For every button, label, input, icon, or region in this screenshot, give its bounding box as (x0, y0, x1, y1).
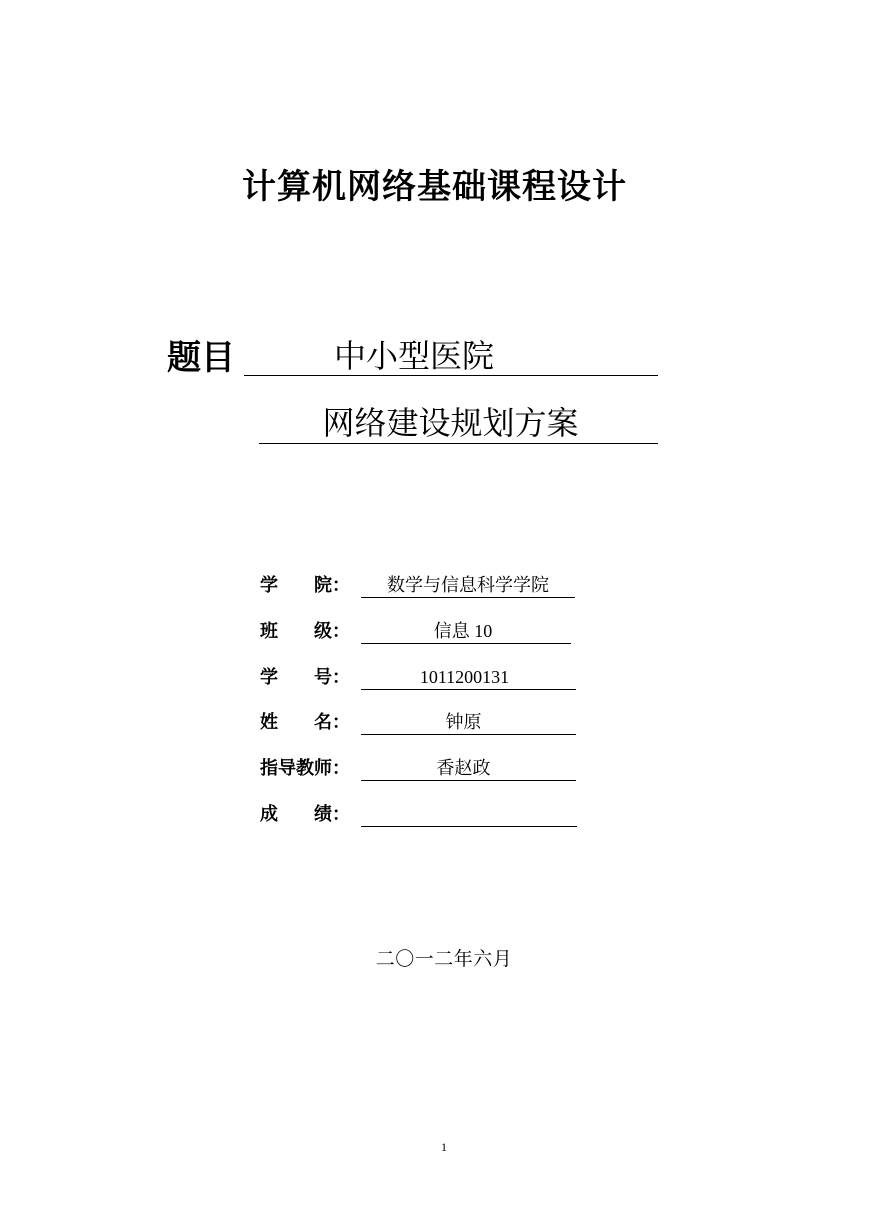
class-value-field (361, 619, 571, 644)
info-row-advisor (260, 756, 590, 786)
name-label: 姓 名： (260, 712, 350, 733)
document-date: 二〇一二年六月 (375, 948, 513, 970)
grade-label: 成 绩： (260, 804, 350, 825)
topic-text-1: 中小型医院 (333, 337, 494, 375)
info-row-college (260, 573, 590, 603)
college-label: 学 院： (260, 575, 350, 596)
advisor-value: 香赵政 (436, 758, 491, 778)
advisor-value-field (361, 756, 576, 781)
name-value: 钟原 (445, 712, 482, 732)
student-id-value: 1011200131 (419, 667, 510, 687)
info-row-name (260, 710, 590, 740)
topic-label: 题目 (167, 338, 235, 378)
college-value-field (361, 573, 575, 598)
student-id-label: 学 号： (260, 667, 350, 688)
topic-text-2: 网络建设规划方案 (322, 404, 579, 442)
class-label: 班 级： (260, 621, 350, 642)
course-title: 计算机网络基础课程设计 (242, 167, 627, 207)
college-value: 数学与信息科学学院 (387, 575, 549, 595)
page-number: 1 (441, 1140, 447, 1154)
info-row-student-id (260, 665, 590, 695)
class-value: 信息 10 (433, 621, 493, 641)
info-row-class (260, 619, 590, 649)
topic-line-1 (244, 333, 658, 376)
info-row-grade (260, 802, 590, 832)
grade-value-field (361, 802, 577, 827)
name-value-field (361, 710, 576, 735)
advisor-label: 指导教师： (260, 758, 350, 779)
student-id-value-field (361, 665, 576, 690)
topic-line-2 (259, 400, 658, 444)
